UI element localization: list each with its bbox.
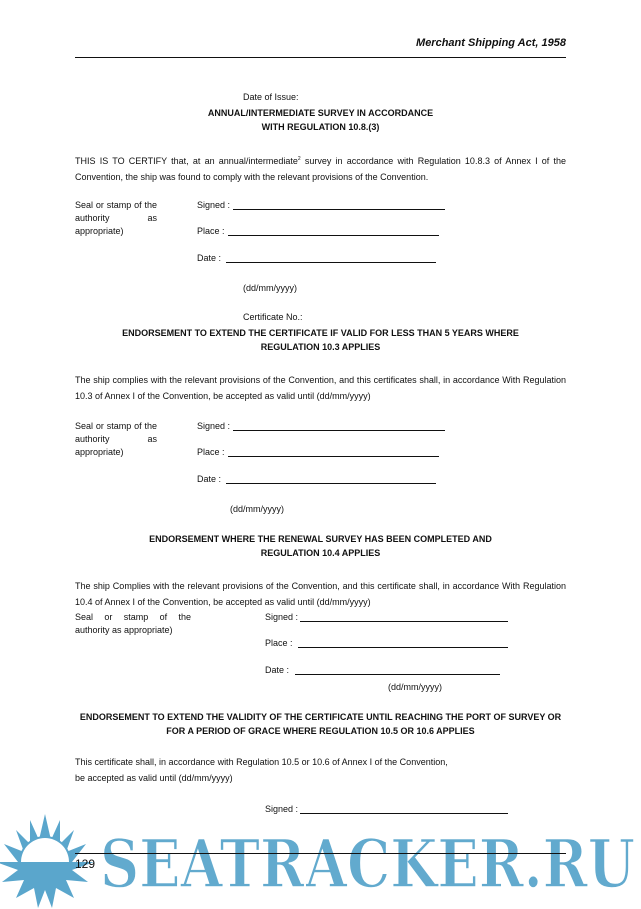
date-label: Date : bbox=[265, 665, 290, 675]
date-format-hint: (dd/mm/yyyy) bbox=[230, 504, 284, 514]
seatracker-watermark-logo bbox=[0, 810, 641, 909]
section4-heading-line1: ENDORSEMENT TO EXTEND THE VALIDITY OF THE CERTIFICATE UNTIL REACHING THE PORT OF SURVEY OR bbox=[79, 712, 562, 722]
signed-field[interactable] bbox=[300, 621, 508, 622]
signed-field[interactable] bbox=[233, 209, 445, 210]
date-format-hint: (dd/mm/yyyy) bbox=[388, 682, 442, 692]
footnote-ref: 2 bbox=[297, 156, 301, 162]
place-label: Place : bbox=[265, 638, 293, 648]
signed-label: Signed : bbox=[265, 804, 299, 814]
seal-label: Seal or stamp of the authority as appropriate) bbox=[75, 200, 157, 236]
date-label: Date : bbox=[197, 253, 222, 263]
section1-heading-line1: ANNUAL/INTERMEDIATE SURVEY IN ACCORDANCE bbox=[207, 108, 434, 118]
header-title: Merchant Shipping Act, 1958 bbox=[416, 37, 566, 49]
page-number: 129 bbox=[75, 857, 96, 871]
place-label: Place : bbox=[197, 447, 225, 457]
date-field[interactable] bbox=[226, 483, 436, 484]
section3-heading-line2: REGULATION 10.4 APPLIES bbox=[260, 548, 381, 558]
date-field[interactable] bbox=[226, 262, 436, 263]
place-field[interactable] bbox=[228, 456, 439, 457]
section3-paragraph: The ship Complies with the relevant provisions of the Convention, and this certificate shall, in accordance With Regulation 10.4 of Annex I of the Convention, be accepted as valid until (dd/mm/yyyy) bbox=[75, 581, 566, 607]
place-field[interactable] bbox=[228, 235, 439, 236]
place-field[interactable] bbox=[298, 647, 508, 648]
date-format-hint: (dd/mm/yyyy) bbox=[243, 283, 297, 293]
seal-label: Seal or stamp of the authority as appropriate) bbox=[75, 421, 157, 457]
signed-label: Signed : bbox=[197, 421, 231, 431]
section1-heading-line2: WITH REGULATION 10.8.(3) bbox=[261, 122, 380, 132]
seal-label: Seal or stamp of the authority as appropriate) bbox=[75, 612, 191, 635]
signed-label: Signed : bbox=[265, 612, 299, 622]
place-label: Place : bbox=[197, 226, 225, 236]
signed-field[interactable] bbox=[233, 430, 445, 431]
header-rule bbox=[75, 57, 566, 58]
section2-heading-line2: REGULATION 10.3 APPLIES bbox=[260, 342, 381, 352]
section4-line2: be accepted as valid until (dd/mm/yyyy) bbox=[75, 773, 233, 783]
certificate-no-label: Certificate No.: bbox=[243, 312, 303, 322]
para-text: survey in accordance with Regulation 10.8.3 of Annex I of the Convention, the ship was found to comply with the relevant provisions of the Convention. bbox=[75, 156, 567, 182]
section2-heading-line1: ENDORSEMENT TO EXTEND THE CERTIFICATE IF VALID FOR LESS THAN 5 YEARS WHERE bbox=[122, 328, 519, 338]
section2-paragraph: The ship complies with the relevant provisions of the Convention, and this certificates shall, in accordance With Regulation 10.3 of Annex I of the Convention, be accepted as valid until (dd/mm/yyyy) bbox=[75, 375, 566, 401]
svg-text:SEATRACKER.RU: SEATRACKER.RU bbox=[100, 825, 635, 903]
section4-heading-line2: FOR A PERIOD OF GRACE WHERE REGULATION 10.5 OR 10.6 APPLIES bbox=[166, 726, 475, 736]
section1-paragraph bbox=[75, 152, 566, 185]
date-of-issue-label: Date of Issue: bbox=[243, 92, 299, 102]
section3-heading-line1: ENDORSEMENT WHERE THE RENEWAL SURVEY HAS BEEN COMPLETED AND bbox=[149, 534, 492, 544]
signed-label: Signed : bbox=[197, 200, 231, 210]
para-text: THIS IS TO CERTIFY that, at an annual/intermediate bbox=[75, 156, 298, 166]
footer-rule bbox=[75, 853, 566, 854]
section4-line1: This certificate shall, in accordance with Regulation 10.5 or 10.6 of Annex I of the Convention, bbox=[75, 757, 448, 767]
date-field[interactable] bbox=[295, 674, 500, 675]
date-label: Date : bbox=[197, 474, 222, 484]
